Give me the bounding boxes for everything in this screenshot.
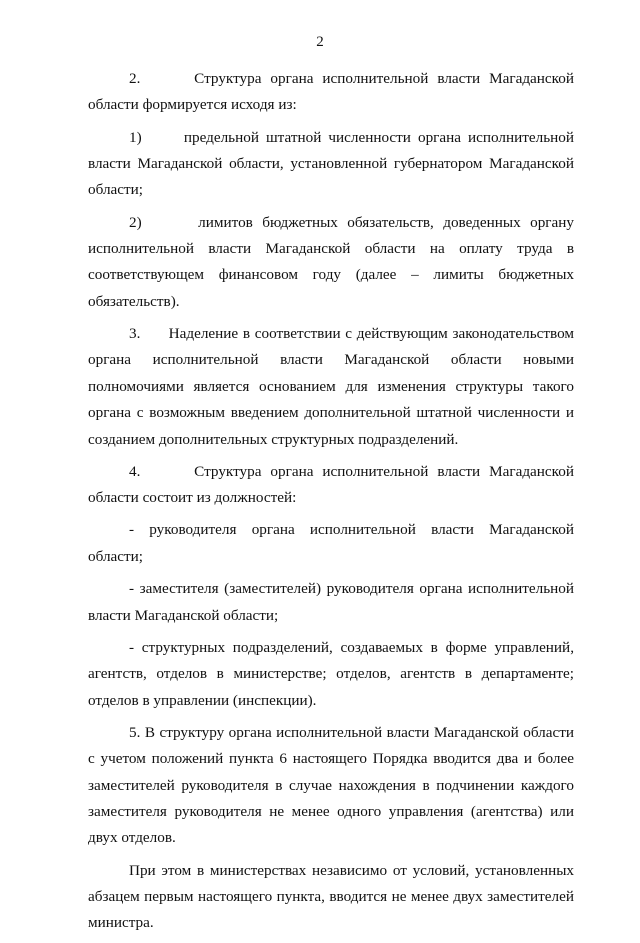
- paragraph-2-item-2: 2) лимитов бюджетных обязательств, доведенных органу исполнительной власти Магаданской области на оплату труда в соответствующем финансовом году (далее – лимиты бюджетных обязательств).: [88, 213, 574, 310]
- paragraph-4-item-head: - руководителя органа исполнительной власти Магаданской области;: [88, 521, 574, 565]
- paragraph-4: 4. Структура органа исполнительной власти Магаданской области состоит из должностей:: [88, 462, 574, 507]
- paragraph-2-item-1: 1) предельной штатной численности органа исполнительной власти Магаданской области, установленной губернатором Магаданской области;: [88, 128, 574, 199]
- paragraph-5-note: При этом в министерствах независимо от условий, установленных абзацем первым настоящего пункта, вводится не менее двух заместителей министра.: [88, 861, 574, 932]
- paragraph-5: 5. В структуру органа исполнительной власти Магаданской области с учетом положений пункта 6 настоящего Порядка вводится два и более заместителей руководителя в случае нахождения в подчинении каждого заместителя руководителя не менее одного управления (агентства) или двух отделов.: [88, 723, 574, 847]
- paragraph-4-item-deputy: - заместителя (заместителей) руководителя органа исполнительной власти Магаданской области;: [88, 580, 574, 624]
- paragraph-3: 3. Наделение в соответствии с действующим законодательством органа исполнительной власти Магаданской области новыми полномочиями является основанием для изменения структуры такого органа с возможным введением дополнительной штатной численности и созданием дополнительных структурных подразделений.: [88, 325, 574, 448]
- page-number: 2: [316, 34, 324, 50]
- document-body: [88, 66, 574, 943]
- paragraph-2: 2. Структура органа исполнительной власти Магаданской области формируется исходя из:: [88, 70, 574, 114]
- paragraph-4-item-units: - структурных подразделений, создаваемых в форме управлений, агентств, отделов в министерстве; отделов, агентств в департаменте; отделов в управлении (инспекции).: [88, 638, 574, 709]
